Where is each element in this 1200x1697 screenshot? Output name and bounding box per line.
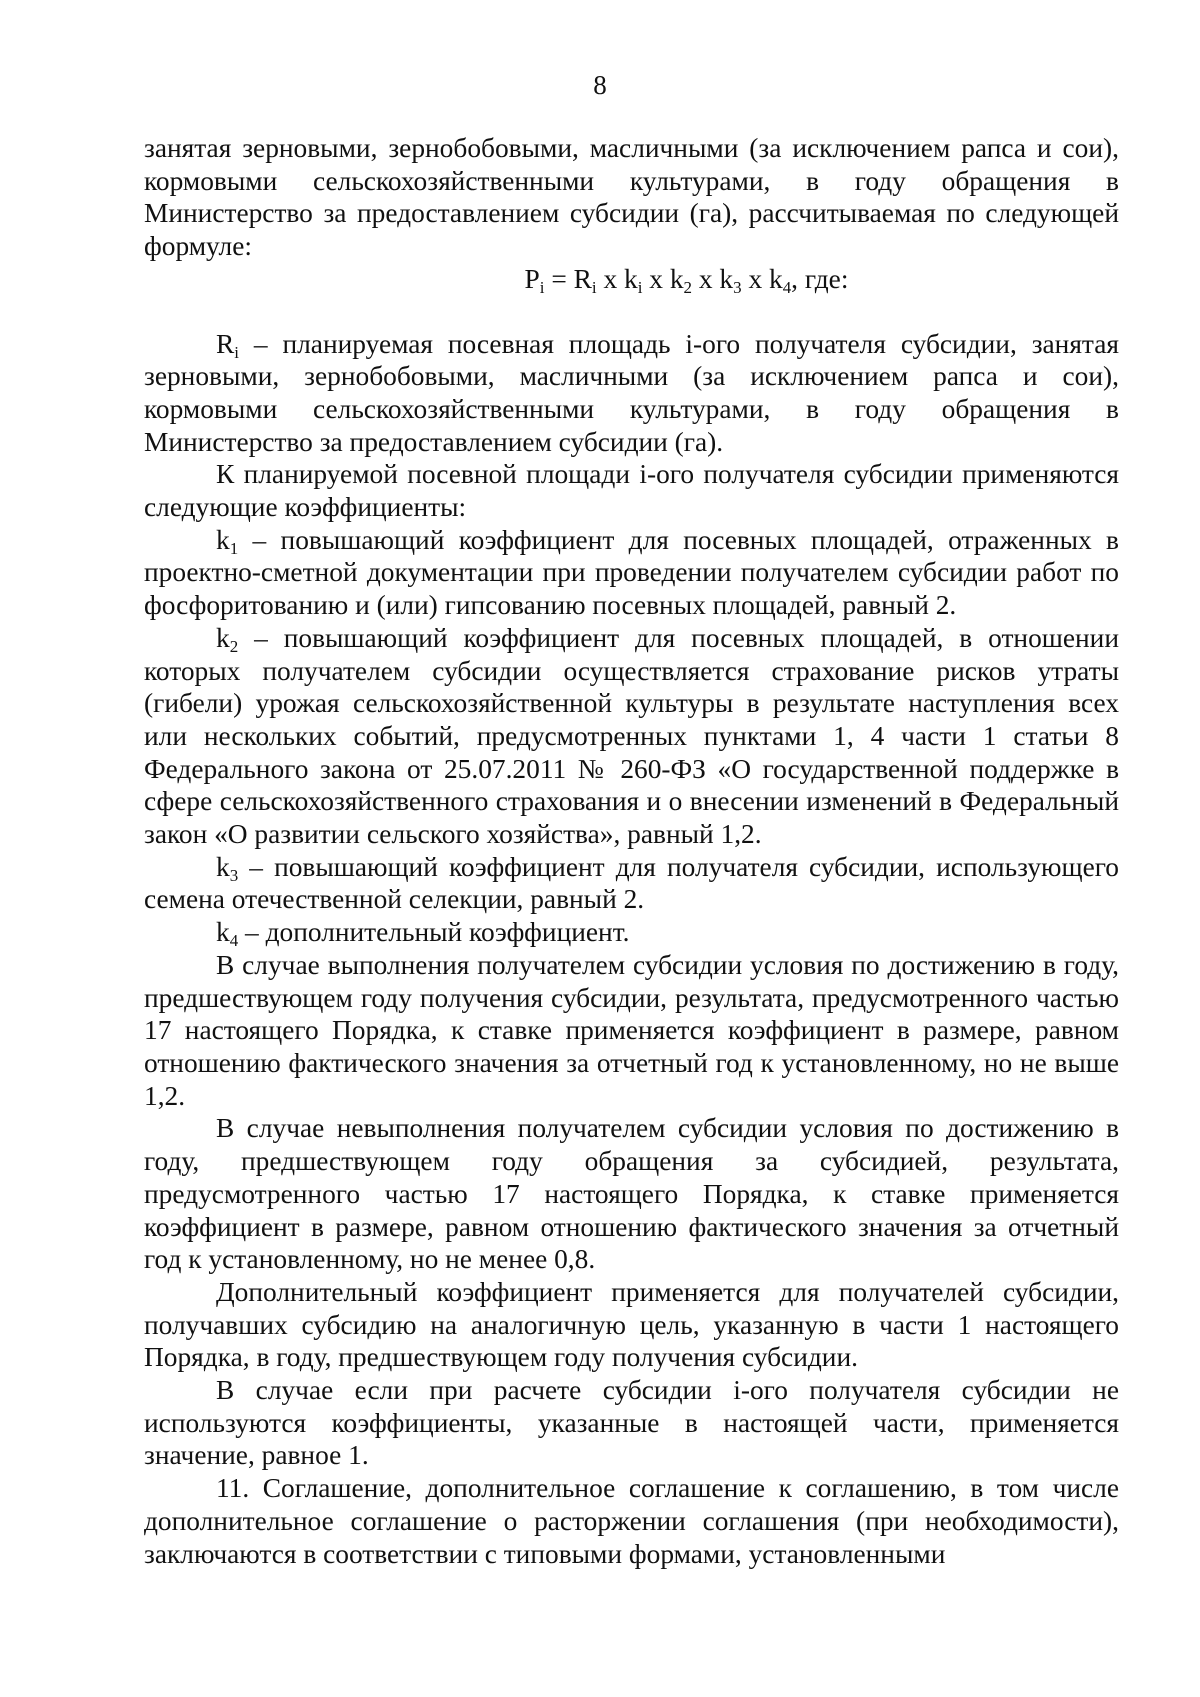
k4-definition — [144, 916, 1119, 949]
k1-symbol: k — [216, 524, 230, 555]
formula-x-k2: x k — [642, 263, 684, 294]
document-body — [144, 132, 1119, 1570]
formula-x-k4: x k — [741, 263, 783, 294]
k2-definition — [144, 622, 1119, 851]
formula-p-sub: i — [539, 277, 545, 297]
ri-symbol: R — [216, 328, 235, 359]
formula-r-sub: i — [591, 277, 597, 297]
achieved-result-paragraph: В случае выполнения получателем субсидии условия по достижению в году, предшествующем году получения субсидии, результата, предусмотренного частью 17 настоящего Порядка, к ставке применяется коэффициент в размере, равном отношению фактического значения за отчетный год к установленному, но не выше 1,2. — [144, 949, 1119, 1111]
ri-definition — [144, 328, 1119, 459]
k3-subscript: 3 — [229, 865, 239, 885]
k3-symbol: k — [216, 851, 230, 882]
k1-definition — [144, 524, 1119, 622]
intro-paragraph: занятая зерновыми, зернобобовыми, масличными (за исключением рапса и сои), кормовыми сельскохозяйственными культурами, в году обращения в Министерство за предоставлением субсидии (га), рассчитываемая по следующей формуле: — [144, 133, 1119, 262]
formula-ki-sub: i — [637, 277, 643, 297]
formula-tail: , где: — [791, 263, 849, 294]
k4-subscript: 4 — [229, 930, 239, 950]
default-value-paragraph: В случае если при расчете субсидии i-ого получателя субсидии не используются коэффициенты, указанные в настоящей части, применяется значение, равное 1. — [144, 1375, 1119, 1471]
ri-text: – планируемая посевная площадь i-ого получателя субсидии, занятая зерновыми, зернобобовыми, масличными (за исключением рапса и сои), кормовыми сельскохозяйственными культурами, в году обращения в Министерство за предоставлением субсидии (га). — [144, 328, 1119, 457]
formula-k2-sub: 2 — [683, 277, 693, 297]
page-number: 8 — [593, 70, 607, 100]
not-achieved-result-paragraph: В случае невыполнения получателем субсидии условия по достижению в году, предшествующем году обращения за субсидией, результата, предусмотренного частью 17 настоящего Порядка, к ставке применяется коэффициент в размере, равном отношению фактического значения за отчетный год к установленному, но не менее 0,8. — [144, 1113, 1119, 1275]
k3-definition — [144, 851, 1119, 916]
formula-eq-r: = R — [544, 263, 592, 294]
formula-k4-sub: 4 — [782, 277, 792, 297]
formula-p: P — [524, 263, 540, 294]
k4-text: – дополнительный коэффициент. — [238, 917, 630, 948]
k2-subscript: 2 — [229, 636, 239, 656]
k1-subscript: 1 — [229, 538, 239, 558]
ri-subscript: i — [234, 342, 239, 362]
k4-symbol: k — [216, 917, 230, 948]
k3-text: – повышающий коэффициент для получателя субсидии, использующего семена отечественной селекции, равный 2. — [144, 851, 1119, 915]
formula-x-k3: x k — [692, 263, 734, 294]
k2-text: – повышающий коэффициент для посевных площадей, в отношении которых получателем субсидии осуществляется страхование рисков утраты (гибели) урожая сельскохозяйственной культуры в результате наступления всех или нескольких событий, предусмотренных пунктами 1, 4 части 1 статьи 8 Федерального закона от 25.07.2011 № 260-ФЗ «О государственной поддержке в сфере сельскохозяйственного страхования и о внесении изменений в Федеральный закон «О развитии сельского хозяйства», равный 1,2. — [144, 622, 1119, 850]
section-11-paragraph: 11. Соглашение, дополнительное соглашение к соглашению, в том числе дополнительное соглашение о расторжении соглашения (при необходимости), заключаются в соответствии с типовыми формами, установленными — [144, 1473, 1119, 1569]
formula — [144, 263, 1119, 296]
formula-k3-sub: 3 — [733, 277, 742, 297]
k2-symbol: k — [216, 622, 230, 653]
coefficients-intro: К планируемой посевной площади i-ого получателя субсидии применяются следующие коэффициенты: — [144, 459, 1119, 523]
formula-x-ki: x k — [596, 263, 638, 294]
additional-coefficient-paragraph: Дополнительный коэффициент применяется для получателей субсидии, получавших субсидию на аналогичную цель, указанную в части 1 настоящего Порядка, в году, предшествующем году получения субсидии. — [144, 1276, 1119, 1373]
k1-text: – повышающий коэффициент для посевных площадей, отраженных в проектно-сметной документации при проведении получателем субсидии работ по фосфоритованию и (или) гипсованию посевных площадей, равный 2. — [144, 524, 1119, 621]
